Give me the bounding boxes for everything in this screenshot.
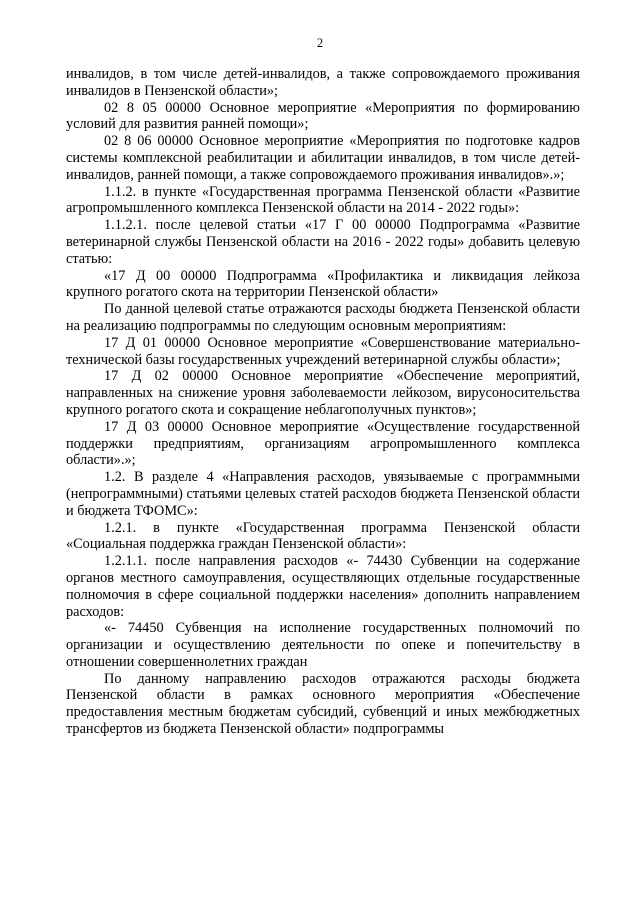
paragraph-measure-17-d-01: 17 Д 01 00000 Основное мероприятие «Совершенствование материально-технической базы государственных учреждений ветеринарной службы области»; [66,334,580,368]
paragraph-1-2: 1.2. В разделе 4 «Направления расходов, увязываемые с программными (непрограммными) статьями целевых статей расходов бюджета Пензенской области и бюджета ТФОМС»: [66,469,580,519]
paragraph-continuation: инвалидов, в том числе детей-инвалидов, а также сопровождаемого проживания инвалидов в Пензенской области»; [66,66,580,99]
paragraph-measure-02-8-06: 02 8 06 00000 Основное мероприятие «Мероприятия по подготовке кадров системы комплексной реабилитации и абилитации инвалидов, в том числе детей-инвалидов, ранней помощи, а также сопровождаемого проживания инвалидов».»; [66,133,580,183]
paragraph-expenses-description: По данной целевой статье отражаются расходы бюджета Пензенской области на реализацию подпрограммы по следующим основным мероприятиям: [66,301,580,334]
paragraph-measure-17-d-03: 17 Д 03 00000 Основное мероприятие «Осуществление государственной поддержки предприятиям, организациям агропромышленного комплекса области».»; [66,418,580,469]
page-number: 2 [316,36,324,50]
paragraph-target-article-17-d: «17 Д 00 00000 Подпрограмма «Профилактика и ликвидация лейкоза крупного рогатого скота на территории Пензенской области» [66,267,580,301]
paragraph-measure-02-8-05: 02 8 05 00000 Основное мероприятие «Мероприятия по формированию условий для развития ранней помощи»; [66,99,580,133]
paragraph-direction-74450: «- 74450 Субвенция на исполнение государственных полномочий по организации и осуществлению деятельности по опеке и попечительству в отношении совершеннолетних граждан [66,620,580,670]
paragraph-1-2-1-1: 1.2.1.1. после направления расходов «- 74430 Субвенции на содержание органов местного самоуправления, осуществляющих отдельные государственные полномочия в сфере социальной поддержки населения» дополнить направлением расходов: [66,553,580,620]
paragraph-1-1-2-1: 1.1.2.1. после целевой статьи «17 Г 00 00000 Подпрограмма «Развитие ветеринарной службы Пензенской области на 2016 - 2022 годы» добавить целевую статью: [66,217,580,267]
paragraph-direction-expenses: По данному направлению расходов отражаются расходы бюджета Пензенской области в рамках основного мероприятия «Обеспечение предоставления местным бюджетам субсидий, субвенций и иных межбюджетных трансфертов из бюджета Пензенской области» подпрограммы [66,670,580,738]
paragraph-1-2-1: 1.2.1. в пункте «Государственная программа Пензенской области «Социальная поддержка граждан Пензенской области»: [66,519,580,553]
document-body [66,66,580,738]
paragraph-1-1-2: 1.1.2. в пункте «Государственная программа Пензенской области «Развитие агропромышленного комплекса Пензенской области на 2014 - 2022 годы»: [66,183,580,217]
paragraph-measure-17-d-02: 17 Д 02 00000 Основное мероприятие «Обеспечение мероприятий, направленных на снижение уровня заболеваемости лейкозом, вирусоносительства крупного рогатого скота и сокращение неблагополучных пунктов»; [66,368,580,418]
